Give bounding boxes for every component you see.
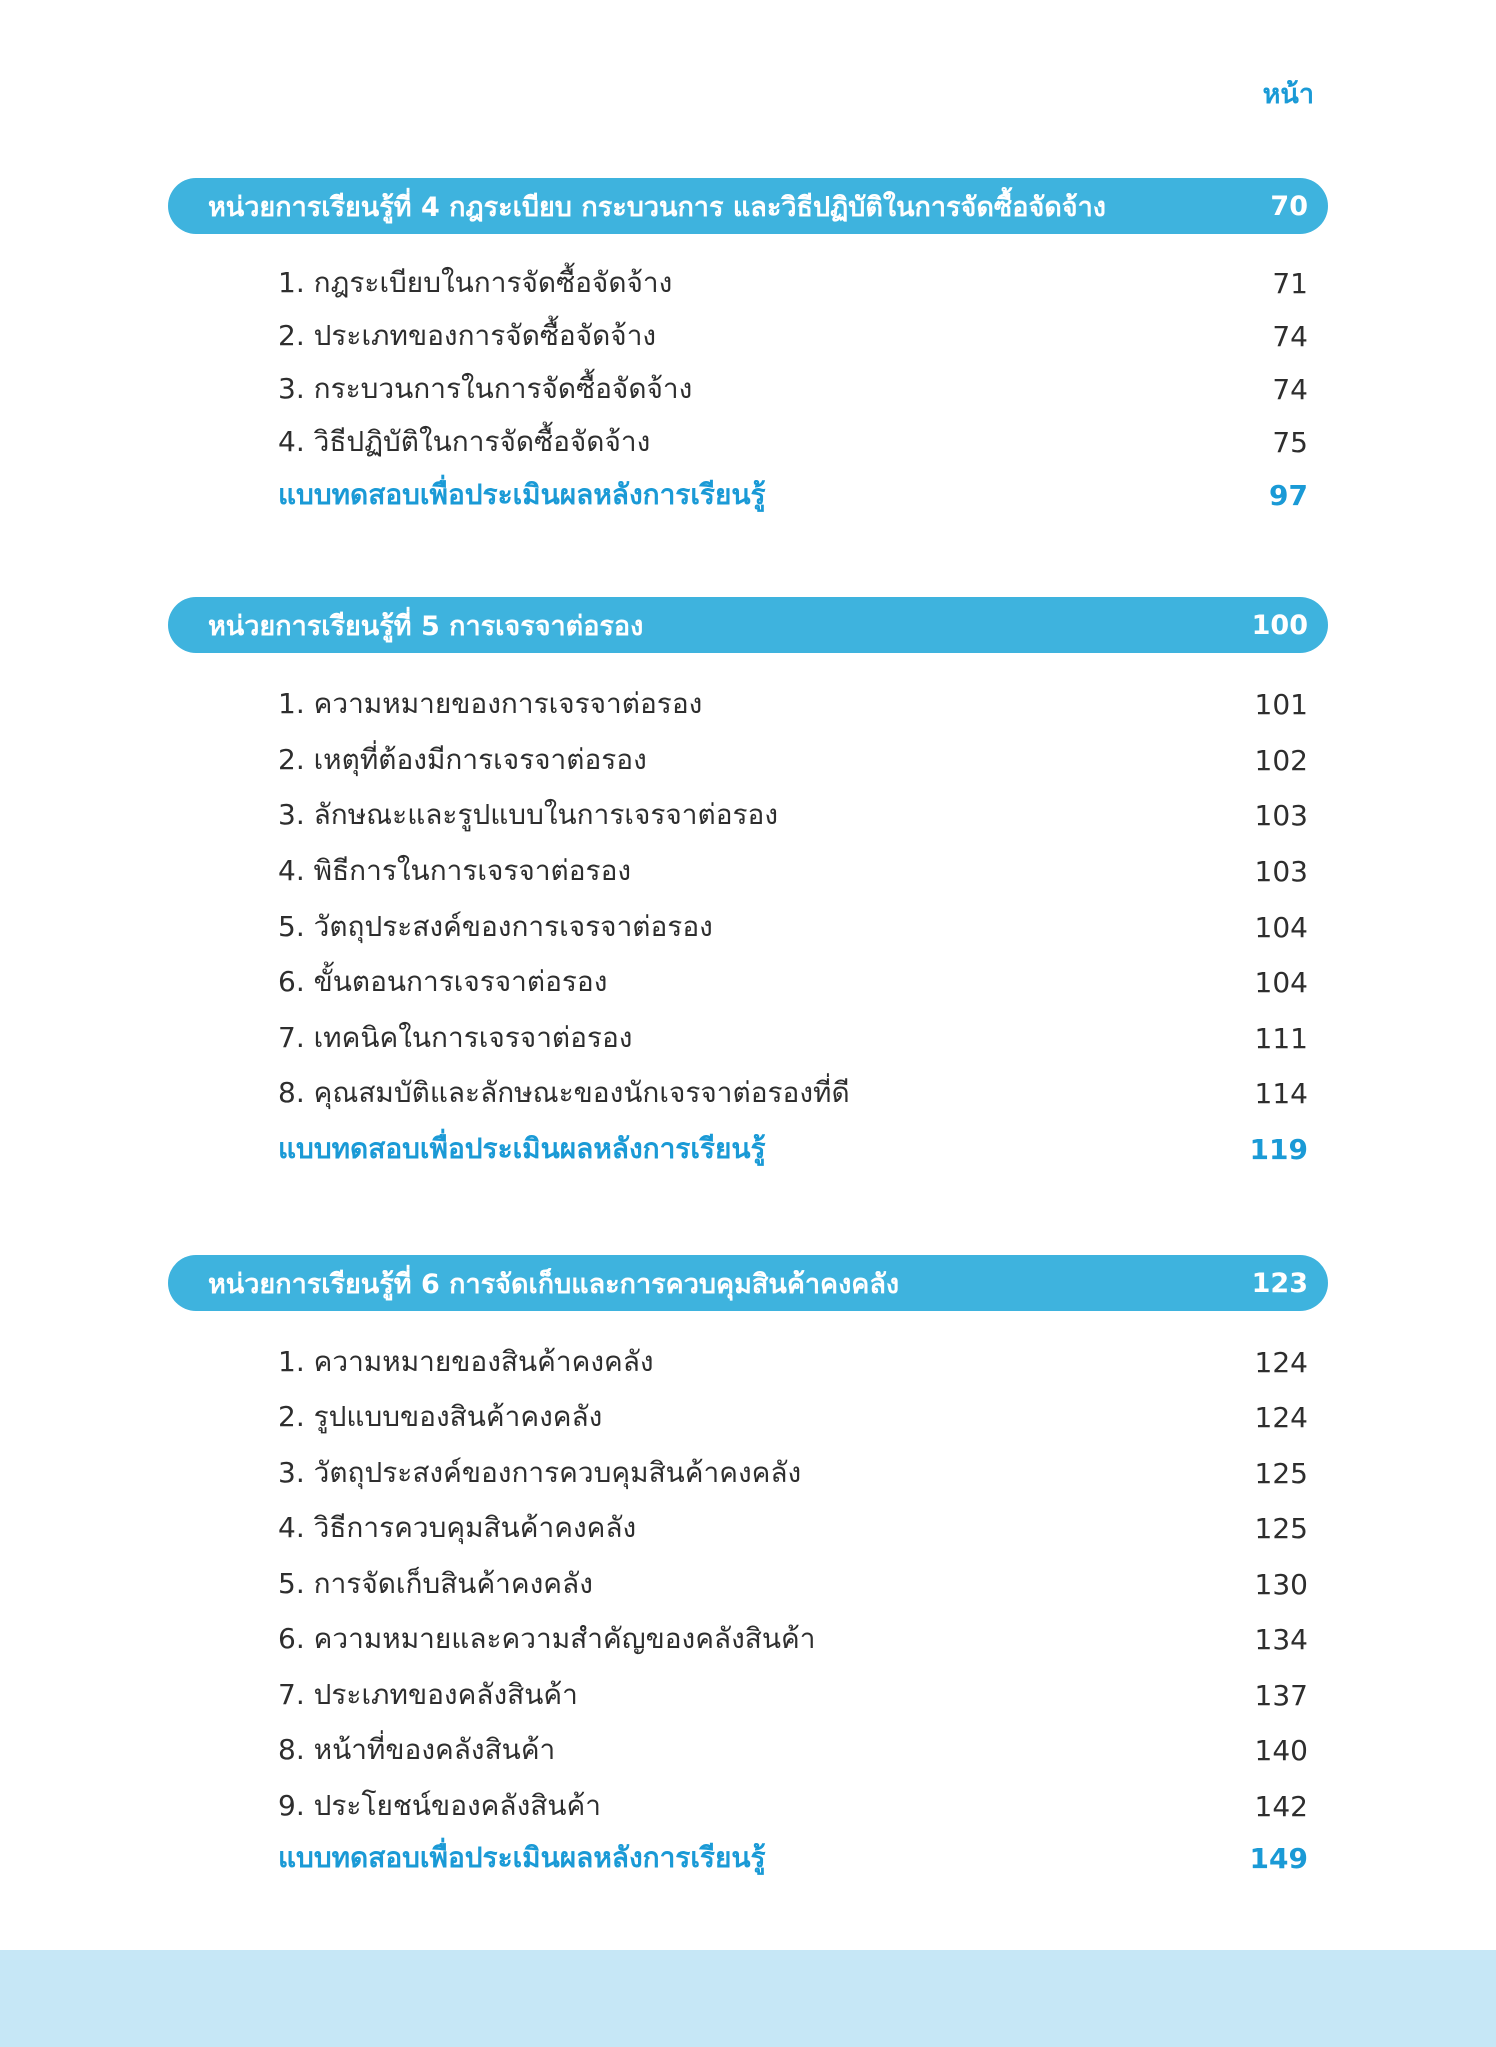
- unit-page: 123: [1251, 1267, 1308, 1299]
- toc-item[interactable]: [278, 851, 1308, 891]
- toc-item-page: 71: [1272, 266, 1308, 300]
- toc-item[interactable]: [278, 263, 1308, 303]
- toc-item-page: 124: [1254, 1400, 1308, 1434]
- toc-item[interactable]: [278, 1786, 1308, 1826]
- toc-item[interactable]: [278, 684, 1308, 724]
- toc-item-label: 7. ประเภทของคลังสินค้า: [278, 1678, 578, 1711]
- toc-item[interactable]: [278, 1564, 1308, 1604]
- toc-item-label: 2. รูปแบบของสินค้าคงคลัง: [278, 1400, 603, 1433]
- toc-item[interactable]: [278, 369, 1308, 409]
- toc-item-page: 111: [1254, 1021, 1308, 1055]
- toc-item-page: 75: [1272, 425, 1308, 459]
- toc-quiz-item[interactable]: [278, 1838, 1308, 1878]
- toc-item-label: 7. เทคนิคในการเจรจาต่อรอง: [278, 1021, 633, 1054]
- toc-item[interactable]: [278, 962, 1308, 1002]
- toc-item-label: 3. กระบวนการในการจัดซื้อจัดจ้าง: [278, 372, 693, 405]
- toc-item-page: 140: [1254, 1733, 1308, 1767]
- toc-quiz-item[interactable]: [278, 1129, 1308, 1169]
- toc-item-label: 2. ประเภทของการจัดซื้อจัดจ้าง: [278, 319, 657, 352]
- toc-item[interactable]: [278, 1397, 1308, 1437]
- toc-quiz-page: 97: [1269, 478, 1308, 512]
- toc-item-label: 4. วิธีปฏิบัติในการจัดซื้อจัดจ้าง: [278, 425, 651, 458]
- footer-band: [0, 1950, 1496, 2047]
- toc-quiz-label: แบบทดสอบเพื่อประเมินผลหลังการเรียนรู้: [278, 478, 766, 511]
- toc-item-label: 5. วัตถุประสงค์ของการเจรจาต่อรอง: [278, 910, 713, 943]
- toc-item-page: 74: [1272, 319, 1308, 353]
- toc-quiz-page: 119: [1249, 1132, 1308, 1166]
- toc-item[interactable]: [278, 1675, 1308, 1715]
- toc-item-page: 124: [1254, 1345, 1308, 1379]
- unit-title: หน่วยการเรียนรู้ที่ 6 การจัดเก็บและการควบคุมสินค้าคงคลัง: [208, 1268, 900, 1300]
- toc-item[interactable]: [278, 422, 1308, 462]
- toc-item[interactable]: [278, 1508, 1308, 1548]
- toc-item-page: 137: [1254, 1678, 1308, 1712]
- toc-item-page: 125: [1254, 1511, 1308, 1545]
- page-header-label: หน้า: [1262, 79, 1314, 110]
- toc-item[interactable]: [278, 1342, 1308, 1382]
- toc-item-page: 104: [1254, 910, 1308, 944]
- unit-4-header[interactable]: [168, 178, 1328, 234]
- toc-item-page: 103: [1254, 854, 1308, 888]
- unit-title: หน่วยการเรียนรู้ที่ 4 กฎระเบียบ กระบวนการ และวิธีปฏิบัติในการจัดซื้อจัดจ้าง: [208, 191, 1106, 223]
- toc-item-page: 134: [1254, 1622, 1308, 1656]
- toc-item-label: 5. การจัดเก็บสินค้าคงคลัง: [278, 1567, 593, 1600]
- toc-item-page: 103: [1254, 798, 1308, 832]
- toc-quiz-label: แบบทดสอบเพื่อประเมินผลหลังการเรียนรู้: [278, 1132, 766, 1165]
- toc-item-label: 2. เหตุที่ต้องมีการเจรจาต่อรอง: [278, 743, 647, 776]
- toc-item[interactable]: [278, 1730, 1308, 1770]
- toc-item-label: 9. ประโยชน์ของคลังสินค้า: [278, 1789, 601, 1822]
- toc-item-label: 6. ขั้นตอนการเจรจาต่อรอง: [278, 965, 608, 998]
- toc-item-label: 1. กฎระเบียบในการจัดซื้อจัดจ้าง: [278, 266, 673, 299]
- toc-item-label: 4. พิธีการในการเจรจาต่อรอง: [278, 854, 632, 887]
- toc-item-page: 74: [1272, 372, 1308, 406]
- toc-item[interactable]: [278, 316, 1308, 356]
- unit-title: หน่วยการเรียนรู้ที่ 5 การเจรจาต่อรอง: [208, 610, 644, 642]
- toc-item-page: 142: [1254, 1789, 1308, 1823]
- toc-item-label: 4. วิธีการควบคุมสินค้าคงคลัง: [278, 1511, 637, 1544]
- toc-item-page: 114: [1254, 1076, 1308, 1110]
- toc-quiz-item[interactable]: [278, 475, 1308, 515]
- toc-item[interactable]: [278, 1018, 1308, 1058]
- toc-item-page: 101: [1254, 687, 1308, 721]
- unit-page: 70: [1270, 190, 1308, 222]
- toc-item[interactable]: [278, 1453, 1308, 1493]
- toc-item-page: 130: [1254, 1567, 1308, 1601]
- toc-item[interactable]: [278, 740, 1308, 780]
- unit-6-header[interactable]: [168, 1255, 1328, 1311]
- toc-item-label: 3. วัตถุประสงค์ของการควบคุมสินค้าคงคลัง: [278, 1456, 802, 1489]
- toc-item-label: 8. คุณสมบัติและลักษณะของนักเจรจาต่อรองที่ดี: [278, 1076, 850, 1109]
- toc-item-page: 104: [1254, 965, 1308, 999]
- toc-item-label: 1. ความหมายของสินค้าคงคลัง: [278, 1345, 654, 1378]
- toc-quiz-label: แบบทดสอบเพื่อประเมินผลหลังการเรียนรู้: [278, 1841, 766, 1874]
- toc-item-label: 1. ความหมายของการเจรจาต่อรอง: [278, 687, 703, 720]
- toc-item-label: 8. หน้าที่ของคลังสินค้า: [278, 1733, 556, 1766]
- toc-quiz-page: 149: [1249, 1841, 1308, 1875]
- toc-item-label: 6. ความหมายและความสำคัญของคลังสินค้า: [278, 1622, 816, 1655]
- unit-5-header[interactable]: [168, 597, 1328, 653]
- toc-item-page: 125: [1254, 1456, 1308, 1490]
- unit-page: 100: [1251, 609, 1308, 641]
- toc-item-page: 102: [1254, 743, 1308, 777]
- toc-item[interactable]: [278, 1619, 1308, 1659]
- toc-item-label: 3. ลักษณะและรูปแบบในการเจรจาต่อรอง: [278, 798, 779, 831]
- toc-item[interactable]: [278, 1073, 1308, 1113]
- toc-item[interactable]: [278, 795, 1308, 835]
- toc-item[interactable]: [278, 907, 1308, 947]
